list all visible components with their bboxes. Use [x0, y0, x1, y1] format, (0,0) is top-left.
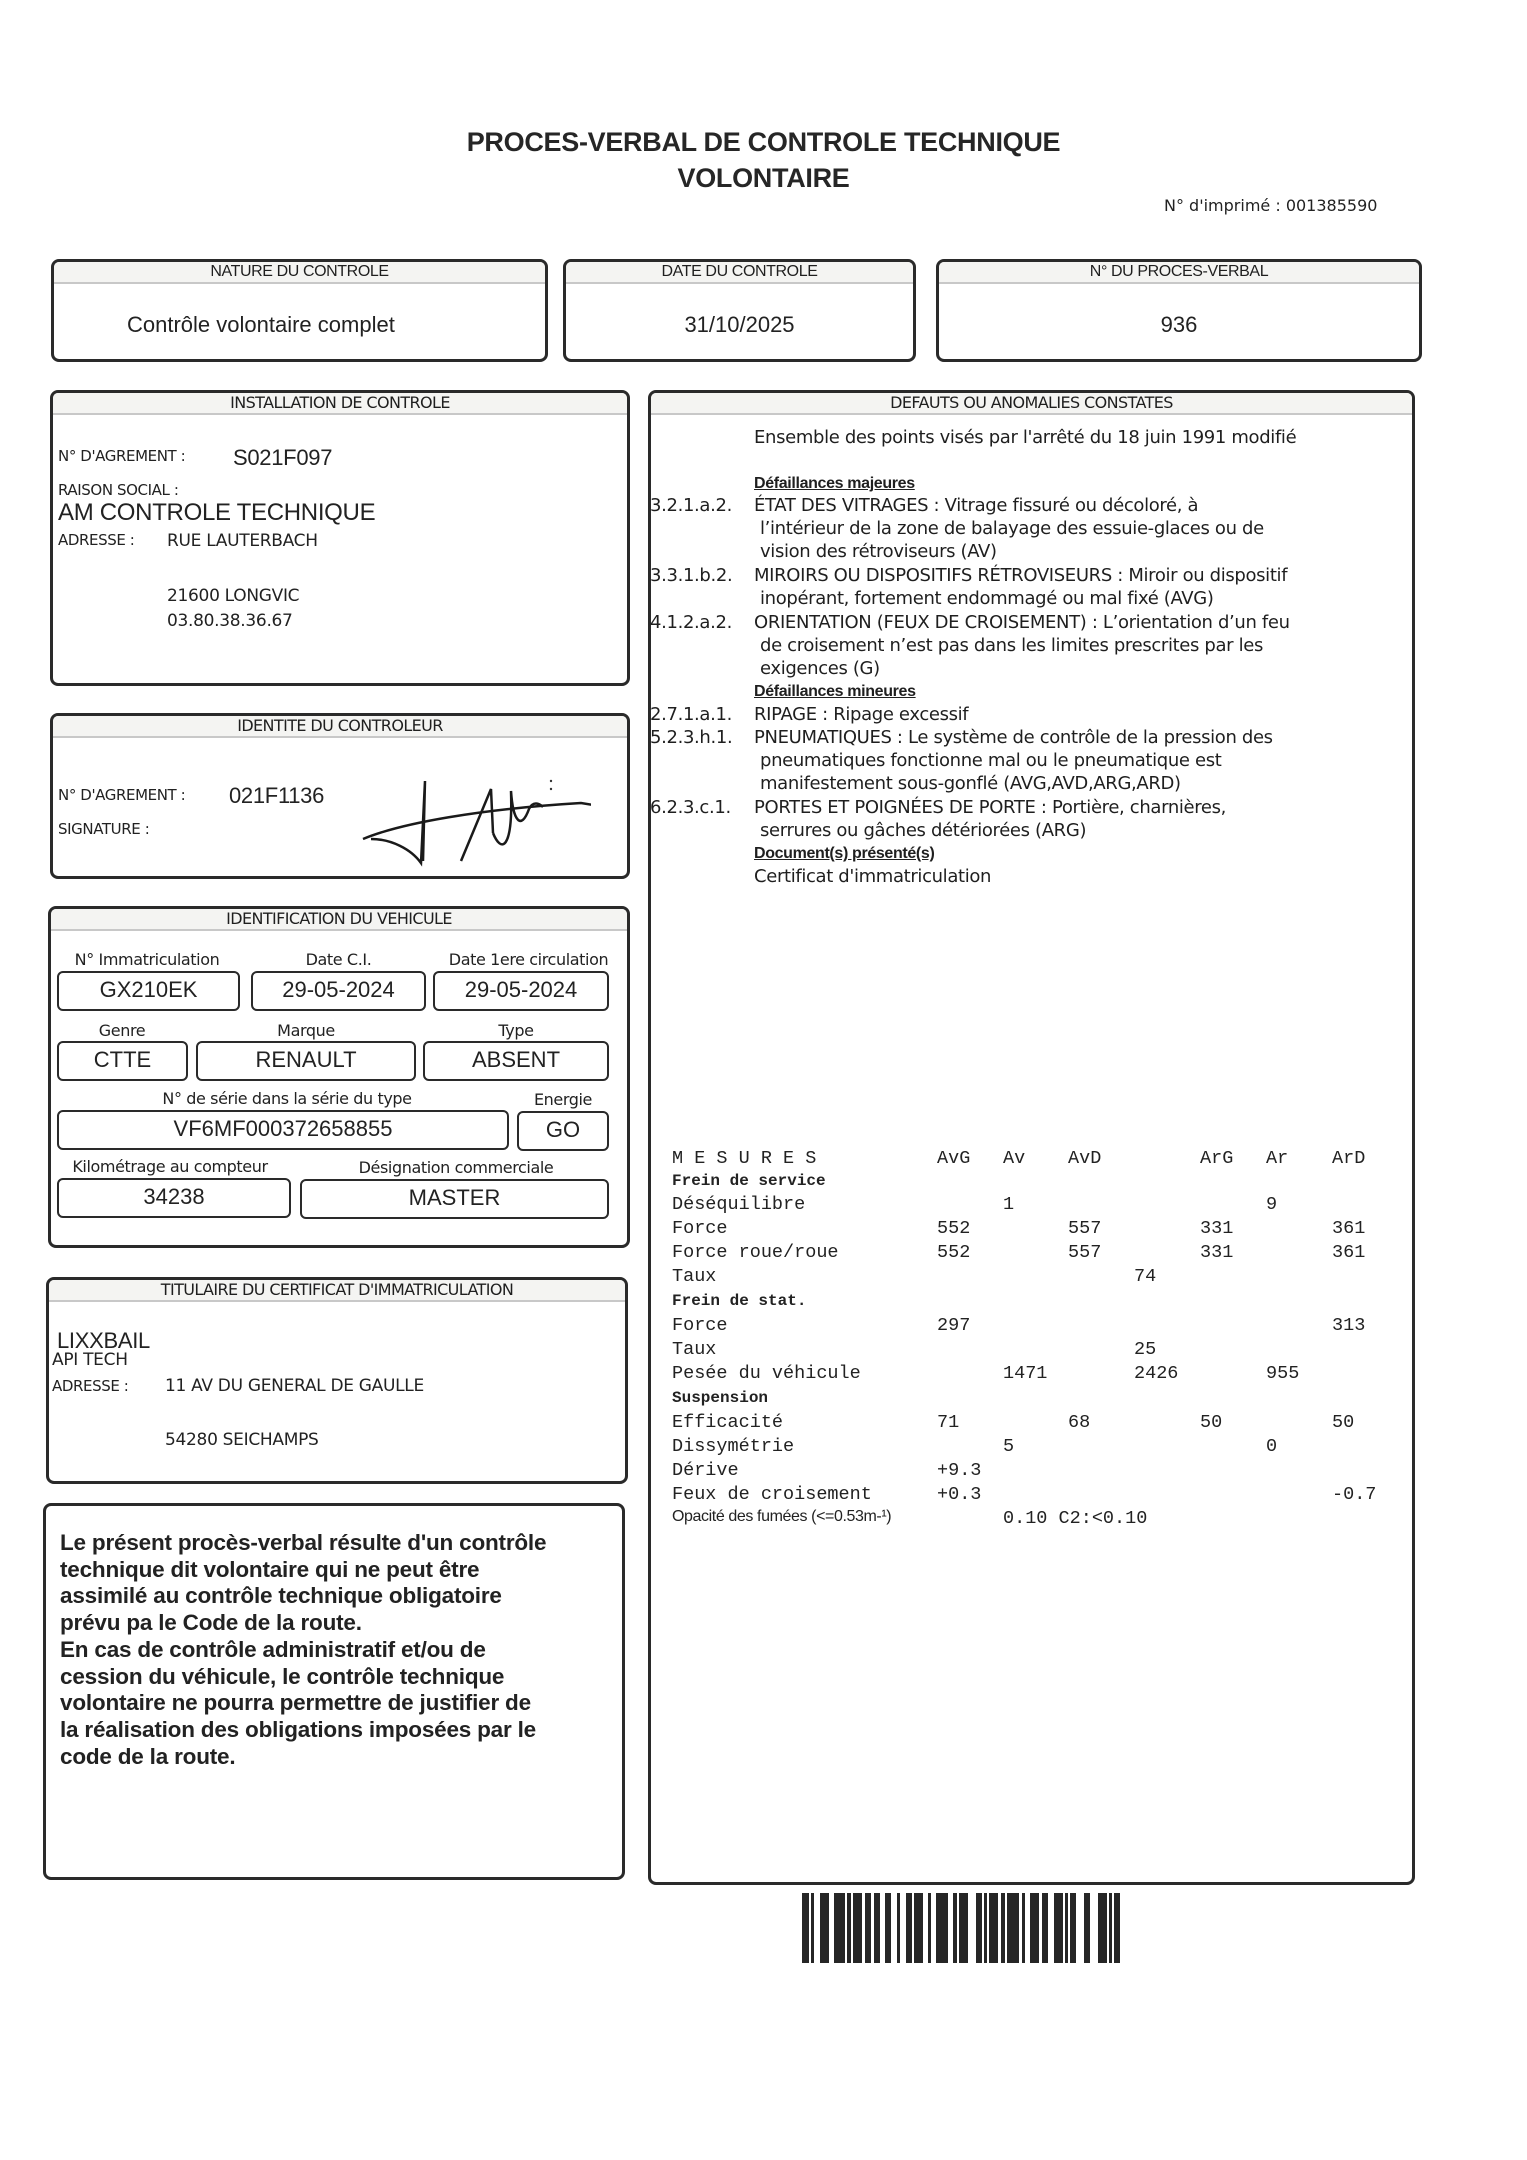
date-ci-field: 29-05-2024	[251, 971, 426, 1011]
col-ard: ArD	[1332, 1148, 1366, 1169]
immat-field: GX210EK	[57, 971, 240, 1011]
feux-left: +0.3	[937, 1484, 982, 1505]
designation-field: MASTER	[300, 1179, 609, 1219]
date-value: 31/10/2025	[684, 312, 795, 337]
pesee-label: Pesée du véhicule	[672, 1363, 861, 1384]
marque-field: RENAULT	[196, 1041, 416, 1081]
dissymetrie-ar: 0	[1266, 1436, 1278, 1457]
installation-phone: 03.80.38.36.67	[167, 611, 293, 631]
vehicule-box	[48, 906, 630, 1248]
feux-right: -0.7	[1332, 1484, 1377, 1505]
force-avd: 557	[1068, 1218, 1102, 1239]
serie-field: VF6MF000372658855	[57, 1110, 509, 1150]
titulaire-adresse-line2: 54280 SEICHAMPS	[165, 1430, 319, 1450]
frein-stat-heading: Frein de stat.	[672, 1292, 807, 1310]
pv-number-value: 936	[1160, 312, 1198, 337]
pesee-ar: 955	[1266, 1363, 1300, 1384]
controleur-label: IDENTITE DU CONTROLEUR	[53, 716, 627, 738]
signature-icon	[361, 761, 591, 871]
imprime-number: N° d'imprimé : 001385590	[1164, 196, 1378, 215]
taux-service-value: 74	[1134, 1266, 1157, 1287]
col-arg: ArG	[1200, 1148, 1234, 1169]
energie-field: GO	[517, 1111, 609, 1151]
disclaimer-text: Le présent procès-verbal résulte d'un contrôle technique dit volontaire qui ne peut être assimilé au contrôle technique obligatoire prévu pa le Code de la route. En cas de contrôle administratif et/ou de cession du véhicule, le contrôle technique volontaire ne pourra permettre de justifier de la réalisation des obligations imposées par le code de la route.	[60, 1530, 547, 1769]
efficacite-avd: 68	[1068, 1412, 1091, 1433]
titulaire-adresse-line1: 11 AV DU GENERAL DE GAULLE	[165, 1376, 424, 1396]
vehicule-label: IDENTIFICATION DU VEHICULE	[51, 909, 627, 931]
titulaire-name2: API TECH	[52, 1350, 128, 1370]
force-roue-avg: 552	[937, 1242, 971, 1263]
derive-value: +9.3	[937, 1460, 982, 1481]
installation-adresse-line1: RUE LAUTERBACH	[167, 531, 318, 551]
genre-label: Genre	[98, 1021, 146, 1040]
documents-value: Certificat d'immatriculation	[754, 866, 992, 887]
type-label: Type	[498, 1021, 534, 1040]
force-avg: 552	[937, 1218, 971, 1239]
pesee-av: 1471	[1003, 1363, 1048, 1384]
barcode-icon	[802, 1893, 1120, 1963]
date-box	[563, 259, 916, 362]
force-stat-avg: 297	[937, 1315, 971, 1336]
installation-box	[50, 390, 630, 686]
documents-heading: Document(s) présenté(s)	[754, 845, 935, 862]
controleur-agrement-label: N° D'AGREMENT :	[58, 786, 186, 804]
taux-stat-value: 25	[1134, 1339, 1157, 1360]
signature-label: SIGNATURE :	[58, 820, 150, 838]
pv-number-box	[936, 259, 1422, 362]
nature-box	[51, 259, 548, 362]
dissymetrie-label: Dissymétrie	[672, 1436, 795, 1457]
type-field: ABSENT	[423, 1041, 609, 1081]
mineures-heading: Défaillances mineures	[754, 683, 916, 700]
date-label: DATE DU CONTROLE	[566, 262, 913, 284]
efficacite-arg: 50	[1200, 1412, 1223, 1433]
taux-stat-label: Taux	[672, 1339, 717, 1360]
controleur-box	[50, 713, 630, 879]
force-stat-ard: 313	[1332, 1315, 1366, 1336]
efficacite-ard: 50	[1332, 1412, 1355, 1433]
suspension-heading: Suspension	[672, 1389, 769, 1407]
defauts-intro: Ensemble des points visés par l'arrêté du 18 juin 1991 modifié	[754, 427, 1297, 448]
disclaimer-box	[43, 1503, 625, 1880]
serie-label: N° de série dans la série du type	[162, 1089, 412, 1108]
defauts-label: DEFAUTS OU ANOMALIES CONSTATES	[651, 393, 1412, 415]
date-circ-label: Date 1ere circulation	[448, 950, 609, 969]
date-circ-field: 29-05-2024	[433, 971, 609, 1011]
efficacite-label: Efficacité	[672, 1412, 784, 1433]
marque-label: Marque	[277, 1021, 335, 1040]
installation-label: INSTALLATION DE CONTROLE	[53, 393, 627, 415]
km-label: Kilométrage au compteur	[72, 1157, 268, 1176]
force-roue-ard: 361	[1332, 1242, 1366, 1263]
col-avd: AvD	[1068, 1148, 1102, 1169]
force-roue-avd: 557	[1068, 1242, 1102, 1263]
desequilibre-ar: 9	[1266, 1194, 1278, 1215]
document-title-line1: PROCES-VERBAL DE CONTROLE TECHNIQUE	[466, 127, 1061, 157]
desequilibre-av: 1	[1003, 1194, 1015, 1215]
efficacite-avg: 71	[937, 1412, 960, 1433]
installation-adresse-label: ADRESSE :	[58, 531, 135, 549]
taux-service-label: Taux	[672, 1266, 717, 1287]
majeures-heading: Défaillances majeures	[754, 475, 915, 492]
designation-label: Désignation commerciale	[358, 1158, 554, 1177]
opacite-value: 0.10 C2:<0.10	[1003, 1508, 1148, 1529]
force-stat-label: Force	[672, 1315, 728, 1336]
immat-label: N° Immatriculation	[74, 950, 220, 969]
nature-value: Contrôle volontaire complet	[127, 312, 395, 337]
nature-label: NATURE DU CONTROLE	[54, 262, 545, 284]
dissymetrie-av: 5	[1003, 1436, 1015, 1457]
col-av: Av	[1003, 1148, 1026, 1169]
energie-label: Energie	[533, 1090, 593, 1109]
pesee-total: 2426	[1134, 1363, 1179, 1384]
force-roue-label: Force roue/roue	[672, 1242, 839, 1263]
date-ci-label: Date C.I.	[305, 950, 372, 969]
desequilibre-label: Déséquilibre	[672, 1194, 806, 1215]
installation-agrement-label: N° D'AGREMENT :	[58, 447, 186, 465]
km-field: 34238	[57, 1178, 291, 1218]
force-label: Force	[672, 1218, 728, 1239]
raison-social-label: RAISON SOCIAL :	[58, 481, 179, 499]
installation-agrement-value: S021F097	[233, 445, 333, 470]
titulaire-adresse-label: ADRESSE :	[52, 1377, 129, 1395]
mesures-title: M E S U R E S	[672, 1148, 817, 1169]
feux-label: Feux de croisement	[672, 1484, 872, 1505]
installation-adresse-line2: 21600 LONGVIC	[167, 586, 300, 606]
raison-social-value: AM CONTROLE TECHNIQUE	[58, 499, 376, 526]
force-ard: 361	[1332, 1218, 1366, 1239]
col-ar: Ar	[1266, 1148, 1289, 1169]
force-arg: 331	[1200, 1218, 1234, 1239]
titulaire-label: TITULAIRE DU CERTIFICAT D'IMMATRICULATION	[49, 1280, 625, 1302]
derive-label: Dérive	[672, 1460, 739, 1481]
controleur-agrement-value: 021F1136	[229, 783, 325, 808]
titulaire-name: LIXXBAIL	[57, 1328, 150, 1353]
opacite-label: Opacité des fumées (<=0.53m-¹)	[672, 1508, 892, 1525]
genre-field: CTTE	[57, 1041, 188, 1081]
document-title-line2: VOLONTAIRE	[677, 163, 850, 193]
force-roue-arg: 331	[1200, 1242, 1234, 1263]
titulaire-box	[46, 1277, 628, 1484]
col-avg: AvG	[937, 1148, 971, 1169]
pv-number-label: N° DU PROCES-VERBAL	[939, 262, 1419, 284]
frein-service-heading: Frein de service	[672, 1172, 826, 1190]
